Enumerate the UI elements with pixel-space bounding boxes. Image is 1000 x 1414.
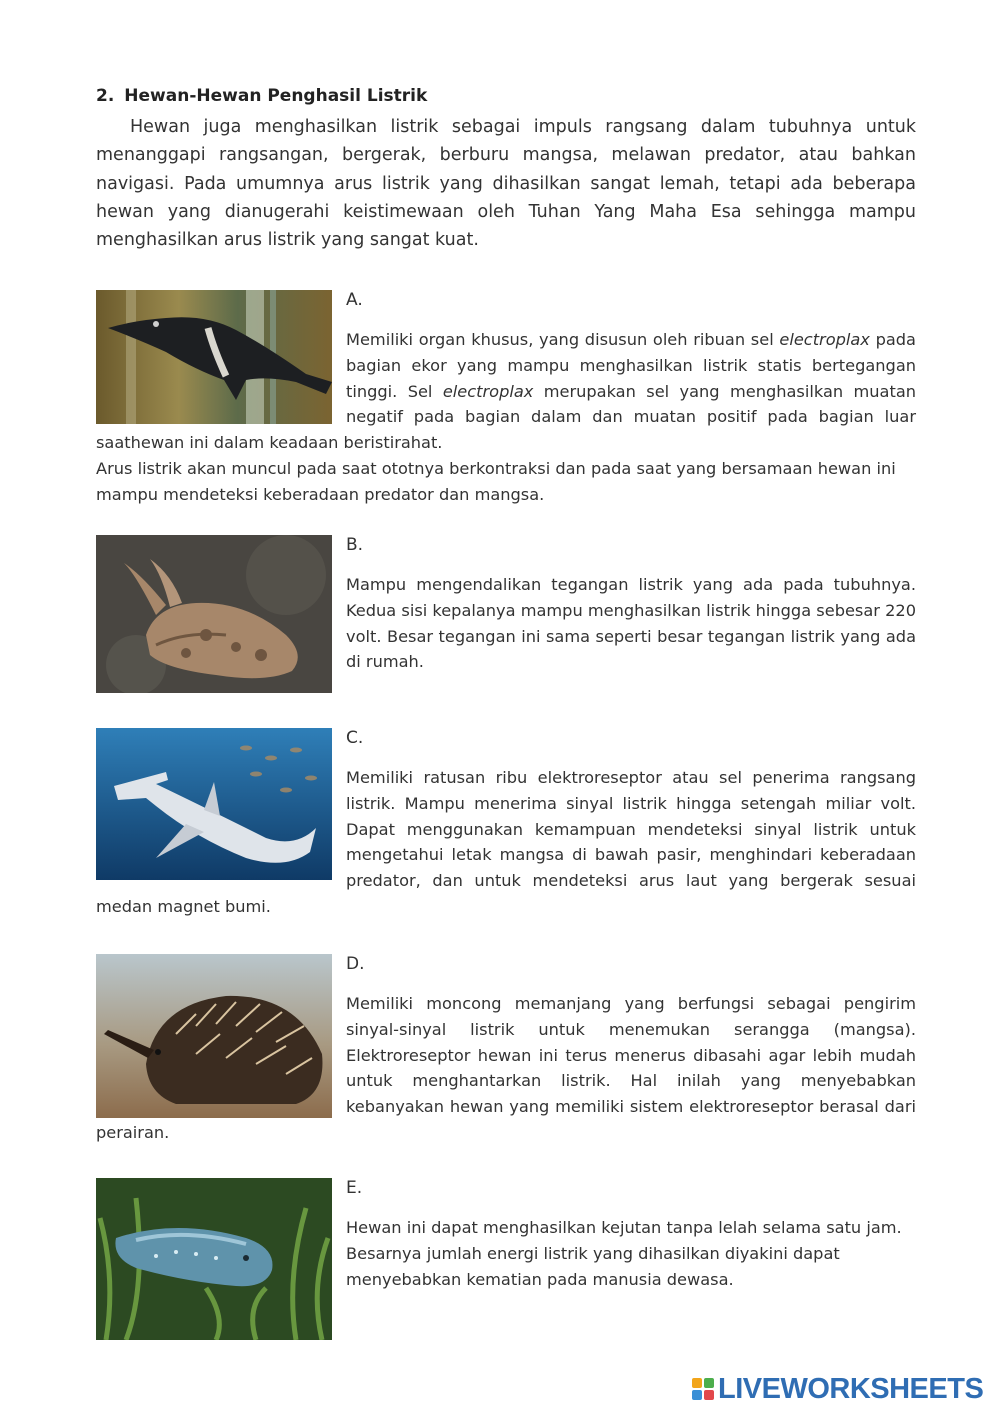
echidna-photo (96, 954, 332, 1118)
intro-text: Hewan juga menghasilkan listrik sebagai impuls rangsang dalam tubuhnya untuk menanggapi rangsangan, bergerak, berburu mangsa, melawan predator, atau bahkan navigasi. Pada umumnya arus listrik yang dihasilkan sangat lemah, tetapi ada beberapa hewan yang dianugerahi keistimewaan oleh Tuhan Yang Maha Esa sehingga mampu menghasilkan arus listrik yang sangat kuat. (96, 117, 916, 251)
heading-number: 2. (96, 86, 115, 106)
body-text: Mampu mengendalikan tegangan listrik yang ada pada tubuhnya. Kedua sisi kepalanya mampu menghasilkan listrik hingga sebesar 220 volt. Besar tegangan ini sama seperti besar tegangan listrik yang ada di rumah. (346, 575, 916, 672)
section-letter: A. (346, 290, 363, 310)
section-letter: D. (346, 954, 365, 974)
body-text: Hewan ini dapat menghasilkan kejutan tanpa lelah selama satu jam. Besarnya jumlah energi listrik yang dihasilkan diyakini dapat menyebabkan kematian pada manusia dewasa. (346, 1218, 902, 1289)
section-letter: E. (346, 1178, 363, 1198)
section-e (96, 1178, 916, 1340)
logo-wordmark: LIVEWORKSHEETS (718, 1372, 984, 1405)
liveworksheets-mark-icon (692, 1378, 714, 1400)
section-b (96, 535, 916, 693)
electric-eel-photo (96, 1178, 332, 1340)
section-a (96, 290, 916, 508)
heading-title: Hewan-Hewan Penghasil Listrik (124, 86, 428, 106)
italic-term: electroplax (779, 330, 870, 349)
intro-paragraph (96, 113, 916, 254)
body-text: Memiliki moncong memanjang yang berfungsi sebagai pengirim sinyal-sinyal listrik untuk menemukan serangga (mangsa). Elektroreseptor hewan ini terus menerus dibasahi agar lebih mudah untuk menghantarkan listrik. Hal inilah yang menyebabkan kebanyakan hewan yang memiliki sistem elektroreseptor berasal dari perairan. (96, 994, 916, 1142)
section-letter: C. (346, 728, 364, 748)
italic-term: electroplax (442, 381, 534, 401)
section-continuation: Arus listrik akan muncul pada saat ototnya berkontraksi dan pada saat yang bersamaan hewan ini mampu mendeteksi keberadaan predator dan mangsa. (96, 458, 896, 504)
section-d (96, 954, 916, 1146)
elephantnose-fish-photo (96, 290, 332, 424)
body-text: Memiliki ratusan ribu elektroreseptor atau sel penerima rangsang listrik. Mampu menerima sinyal listrik hingga setengah miliar volt. Dapat menggunakan kemampuan mendeteksi sinyal listrik untuk mengetahui letak mangsa di bawah pasir, menghindari keberadaan predator, dan untuk mendeteksi arus laut yang bergerak sesuai medan magnet bumi. (96, 768, 916, 916)
body-text: merupakan sel yang menghasilkan muatan negatif pada bagian dalam dan muatan positif pada bagian luar saathewan ini dalam keadaan beristirahat. (96, 381, 916, 453)
section-heading (96, 86, 427, 106)
body-text: Memiliki organ khusus, yang disusun oleh ribuan sel (346, 330, 780, 349)
electric-ray-photo (96, 535, 332, 693)
body-text: pada bagian ekor yang mampu menghasilkan listrik statis bertegangan tinggi. Sel (346, 330, 916, 401)
section-c (96, 728, 916, 920)
liveworksheets-logo (692, 1372, 983, 1406)
hammerhead-shark-photo (96, 728, 332, 880)
section-letter: B. (346, 535, 364, 555)
